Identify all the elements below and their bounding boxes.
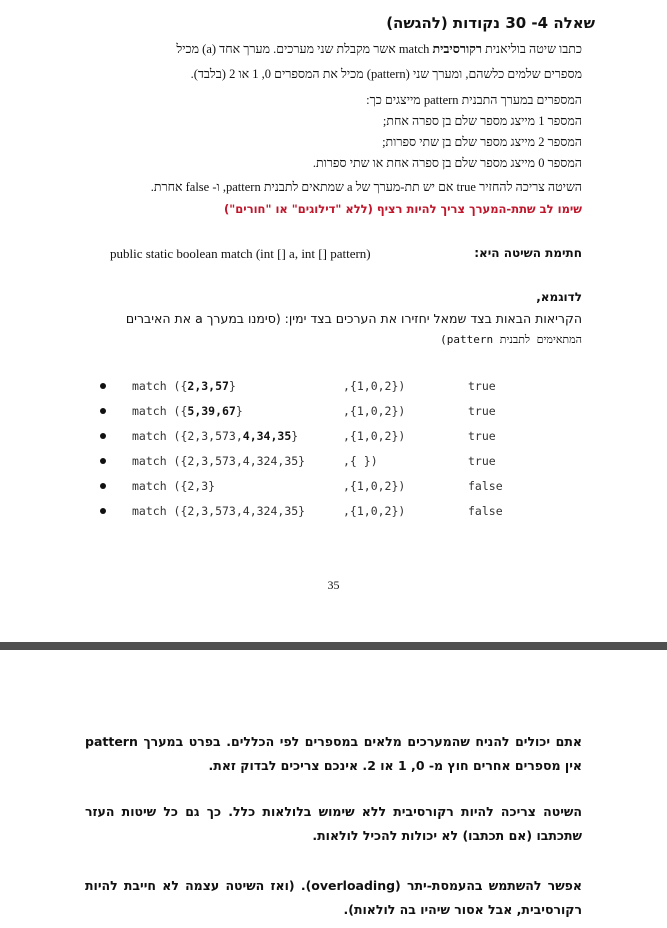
example-row bbox=[100, 429, 520, 449]
example-pattern: ,{1,0,2}) bbox=[343, 404, 406, 418]
call-prefix: match ({2,3,573,4,324,35} bbox=[132, 454, 306, 468]
page-number: 35 bbox=[327, 578, 340, 592]
assumption-paragraph: אתם יכולים להניח שהמערכים מלאים במספרים לפי הכללים. בפרט במערך pattern אין מספרים אחרים חוץ מ- 0, 1 או 2. אינכם צריכים לבדוק זאת. bbox=[85, 734, 582, 773]
example-row bbox=[100, 379, 520, 399]
text-span: match אשר מקבלת שני מערכים. מערך אחד (a) מכיל bbox=[176, 42, 433, 56]
representation-0: המספר 0 מייצג מספר שלם בן ספרה אחת או שתי ספרות. bbox=[312, 156, 582, 170]
example-call bbox=[132, 379, 236, 393]
example-result: false bbox=[468, 504, 503, 518]
representation-intro: המספרים במערך התבנית pattern מייצגים כך: bbox=[366, 93, 582, 107]
example-pattern: ,{1,0,2}) bbox=[343, 504, 406, 518]
method-signature: public static boolean match (int [] a, int [] pattern) bbox=[110, 246, 371, 261]
example-result: true bbox=[468, 429, 496, 443]
example-row bbox=[100, 504, 520, 524]
example-row bbox=[100, 479, 520, 499]
example-call bbox=[132, 404, 243, 418]
page-divider bbox=[0, 642, 667, 650]
call-suffix: } bbox=[291, 429, 299, 443]
example-result: true bbox=[468, 454, 496, 468]
no-loops-paragraph: השיטה צריכה להיות רקורסיבית ללא שימוש בלולאות כלל. כך גם כל שיטות העזר שתכתבו (אם תכתבו) לא יכולות להכיל לולאות. bbox=[85, 804, 582, 843]
call-prefix: match ({2,3} bbox=[132, 479, 216, 493]
call-prefix: match ({2,3,573,4,324,35} bbox=[132, 504, 306, 518]
return-description: השיטה צריכה להחזיר true אם יש תת-מערך של a שמתאים לתבנית pattern, ו- false אחרת. bbox=[150, 180, 582, 194]
call-match: 5,39,67 bbox=[187, 404, 236, 418]
signature-label: חתימת השיטה היא: bbox=[474, 246, 582, 260]
question-paragraph-line1 bbox=[80, 42, 582, 57]
example-pattern: ,{ }) bbox=[343, 454, 378, 468]
example-call bbox=[132, 504, 305, 518]
question-title: שאלה 4- 30 נקודות (להגשה) bbox=[386, 14, 595, 32]
bullet-icon bbox=[100, 483, 106, 489]
call-prefix: match ({2,3,573, bbox=[132, 429, 243, 443]
example-result: true bbox=[468, 404, 496, 418]
bullet-icon bbox=[100, 433, 106, 439]
bullet-icon bbox=[100, 383, 106, 389]
call-match: 4,34,35 bbox=[242, 429, 292, 443]
example-pattern: ,{1,0,2}) bbox=[343, 379, 406, 393]
example-call bbox=[132, 479, 215, 493]
example-pattern: ,{1,0,2}) bbox=[343, 429, 406, 443]
examples-intro-line1: הקריאות הבאות בצד שמאל יחזירו את הערכים בצד ימין: (סימנו במערך a את האיברים bbox=[125, 311, 582, 326]
bullet-icon bbox=[100, 508, 106, 514]
examples-intro-line2: המתאימים לתבנית pattern) bbox=[440, 333, 582, 346]
example-result: false bbox=[468, 479, 503, 493]
call-match: 2,3,57 bbox=[187, 379, 229, 393]
call-suffix: } bbox=[228, 379, 236, 393]
question-paragraph-line2: מספרים שלמים כלשהם, ומערך שני (pattern) מכיל את המספרים 0, 1 או 2 (בלבד). bbox=[190, 67, 582, 81]
examples-label: לדוגמא, bbox=[536, 290, 582, 304]
bullet-icon bbox=[100, 458, 106, 464]
attention-note: שימו לב שתת-המערך צריך להיות רציף (ללא "דילוגים" או "חורים") bbox=[224, 202, 582, 216]
bullet-icon bbox=[100, 408, 106, 414]
representation-2: המספר 2 מייצג מספר שלם בן שתי ספרות; bbox=[382, 135, 582, 149]
example-row bbox=[100, 404, 520, 424]
representation-1: המספר 1 מייצג מספר שלם בן ספרה אחת; bbox=[382, 114, 582, 128]
overloading-paragraph: אפשר להשתמש בהעמסת-יתר (overloading). (ואז השיטה עצמה לא חייבת להיות רקורסיבית, אבל אסור שיהיו בה לולאות). bbox=[85, 878, 582, 917]
example-result: true bbox=[468, 379, 496, 393]
example-pattern: ,{1,0,2}) bbox=[343, 479, 406, 493]
call-prefix: match ({ bbox=[132, 379, 188, 393]
example-call bbox=[132, 454, 305, 468]
bold-recursive: רקורסיבית bbox=[432, 42, 482, 56]
call-suffix: } bbox=[235, 404, 243, 418]
call-prefix: match ({ bbox=[132, 404, 188, 418]
text-span: כתבו שיטה בוליאנית bbox=[481, 42, 582, 56]
example-call bbox=[132, 429, 298, 443]
example-row bbox=[100, 454, 520, 474]
